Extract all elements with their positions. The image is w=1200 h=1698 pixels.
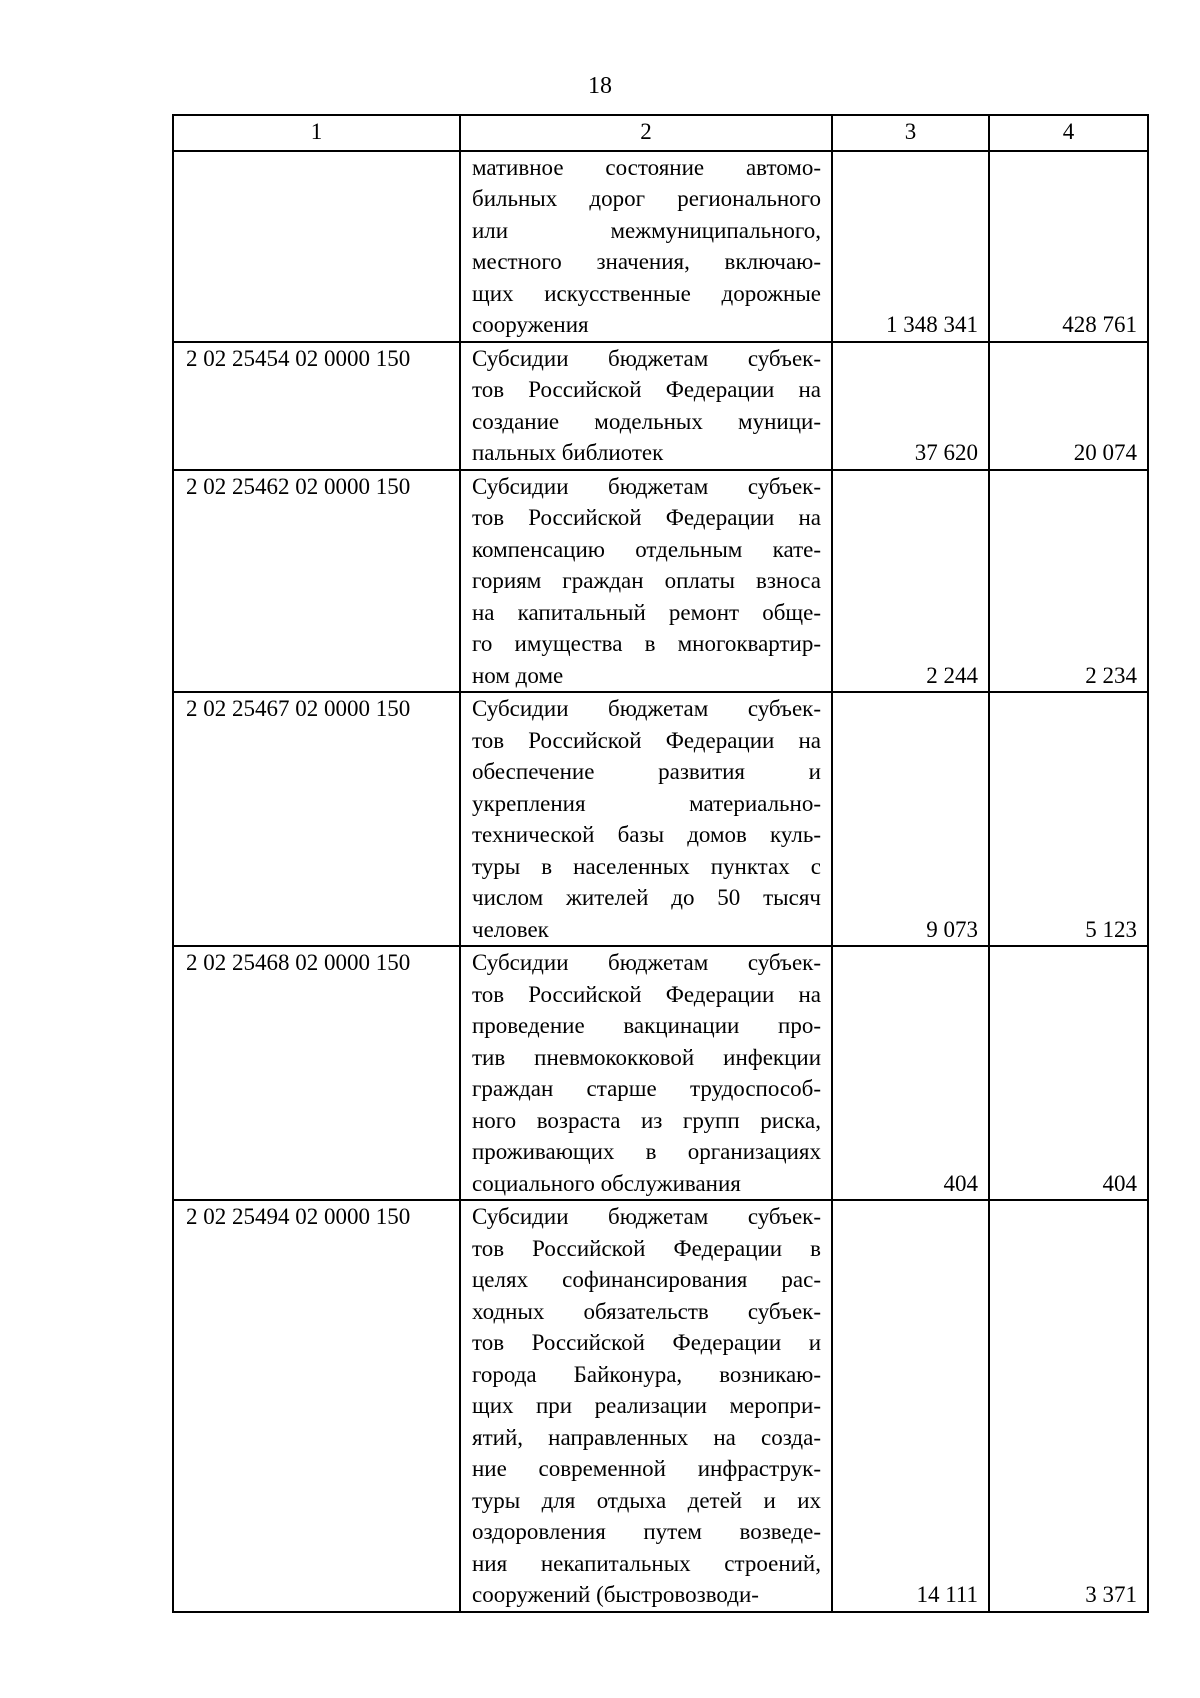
table-header-row — [173, 115, 1148, 151]
budget-code-cell: 2 02 25462 02 0000 150 — [173, 470, 460, 693]
description-line: сооружения — [472, 312, 589, 337]
description-line: ние современной инфраструк- — [472, 1456, 821, 1481]
budget-table — [172, 114, 1149, 1613]
table-row — [173, 692, 1148, 946]
description-line: бильных дорог регионального — [472, 186, 821, 211]
description-line: тов Российской Федерации на — [472, 505, 821, 530]
description-line: тов Российской Федерации на — [472, 727, 821, 753]
description-line: гориям граждан оплаты взноса — [472, 568, 821, 593]
description-line: целях софинансирования рас- — [472, 1267, 821, 1292]
table-row — [173, 151, 1148, 342]
description-line: щих искусственные дорожные — [472, 280, 821, 306]
header-cell-1: 1 — [173, 115, 460, 151]
description-line: города Байконура, возникаю- — [472, 1361, 821, 1387]
description-line: тов Российской Федерации на — [472, 981, 821, 1007]
table-row — [173, 1200, 1148, 1612]
description-line: местного значения, включаю- — [472, 249, 821, 274]
description-line: туры для отдыха детей и их — [472, 1487, 821, 1513]
description-cell — [460, 151, 832, 342]
amount-col3-cell: 2 244 — [832, 470, 989, 693]
description-line: социального обслуживания — [472, 1170, 741, 1196]
description-line: сооружений (быстровозводи- — [472, 1582, 759, 1607]
header-cell-3: 3 — [832, 115, 989, 151]
description-cell — [460, 946, 832, 1200]
description-line: или межмуниципального, — [472, 217, 821, 243]
description-line: ятий, направленных на созда- — [472, 1424, 821, 1450]
description-line: ния некапитальных строений, — [472, 1550, 821, 1576]
header-cell-2: 2 — [460, 115, 832, 151]
description-line: проживающих в организациях — [472, 1139, 821, 1164]
budget-code-cell: 2 02 25454 02 0000 150 — [173, 342, 460, 470]
description-line: ного возраста из групп риска, — [472, 1107, 821, 1133]
description-line: укрепления материально- — [472, 790, 821, 816]
amount-col4-cell: 20 074 — [989, 342, 1148, 470]
description-cell — [460, 692, 832, 946]
description-line: Субсидии бюджетам субъек- — [472, 473, 821, 499]
description-line: ном доме — [472, 662, 564, 688]
description-cell — [460, 1200, 832, 1612]
amount-col3-cell: 9 073 — [832, 692, 989, 946]
description-line: компенсацию отдельным кате- — [472, 536, 821, 562]
amount-col3-cell: 404 — [832, 946, 989, 1200]
description-line: числом жителей до 50 тысяч — [472, 885, 821, 910]
description-line: мативное состояние автомо- — [472, 154, 821, 180]
description-line: создание модельных муници- — [472, 408, 821, 434]
description-line: туры в населенных пунктах с — [472, 853, 821, 879]
description-line: обеспечение развития и — [472, 759, 821, 784]
header-cell-4: 4 — [989, 115, 1148, 151]
description-line: проведение вакцинации про- — [472, 1013, 821, 1038]
table-row — [173, 470, 1148, 693]
table-row — [173, 342, 1148, 470]
description-line: го имущества в многоквартир- — [472, 631, 821, 656]
description-line: тов Российской Федерации на — [472, 377, 821, 402]
description-line: Субсидии бюджетам субъек- — [472, 950, 821, 975]
page-number: 18 — [588, 73, 612, 99]
budget-code-cell: 2 02 25494 02 0000 150 — [173, 1200, 460, 1612]
budget-code-cell: 2 02 25467 02 0000 150 — [173, 692, 460, 946]
description-line: граждан старше трудоспособ- — [472, 1076, 821, 1101]
amount-col3-cell: 37 620 — [832, 342, 989, 470]
description-cell — [460, 342, 832, 470]
description-line: тов Российской Федерации в — [472, 1235, 821, 1261]
description-line: пальных библиотек — [472, 440, 664, 465]
description-line: тов Российской Федерации и — [472, 1330, 821, 1355]
amount-col3-cell: 1 348 341 — [832, 151, 989, 342]
description-line: ходных обязательств субъек- — [472, 1298, 821, 1324]
amount-col4-cell: 3 371 — [989, 1200, 1148, 1612]
description-line: технической базы домов куль- — [472, 822, 821, 847]
amount-col4-cell: 2 234 — [989, 470, 1148, 693]
description-line: щих при реализации меропри- — [472, 1393, 821, 1418]
description-cell — [460, 470, 832, 693]
table-row — [173, 946, 1148, 1200]
amount-col4-cell: 428 761 — [989, 151, 1148, 342]
description-line: оздоровления путем возведе- — [472, 1519, 821, 1544]
amount-col4-cell: 5 123 — [989, 692, 1148, 946]
description-line: человек — [472, 916, 549, 942]
description-line: тив пневмококковой инфекции — [472, 1044, 821, 1070]
budget-code-cell: 2 02 25468 02 0000 150 — [173, 946, 460, 1200]
budget-code-cell — [173, 151, 460, 342]
amount-col3-cell: 14 111 — [832, 1200, 989, 1612]
description-line: на капитальный ремонт обще- — [472, 599, 821, 625]
description-line: Субсидии бюджетам субъек- — [472, 696, 821, 721]
description-line: Субсидии бюджетам субъек- — [472, 1204, 821, 1229]
amount-col4-cell: 404 — [989, 946, 1148, 1200]
description-line: Субсидии бюджетам субъек- — [472, 345, 821, 371]
